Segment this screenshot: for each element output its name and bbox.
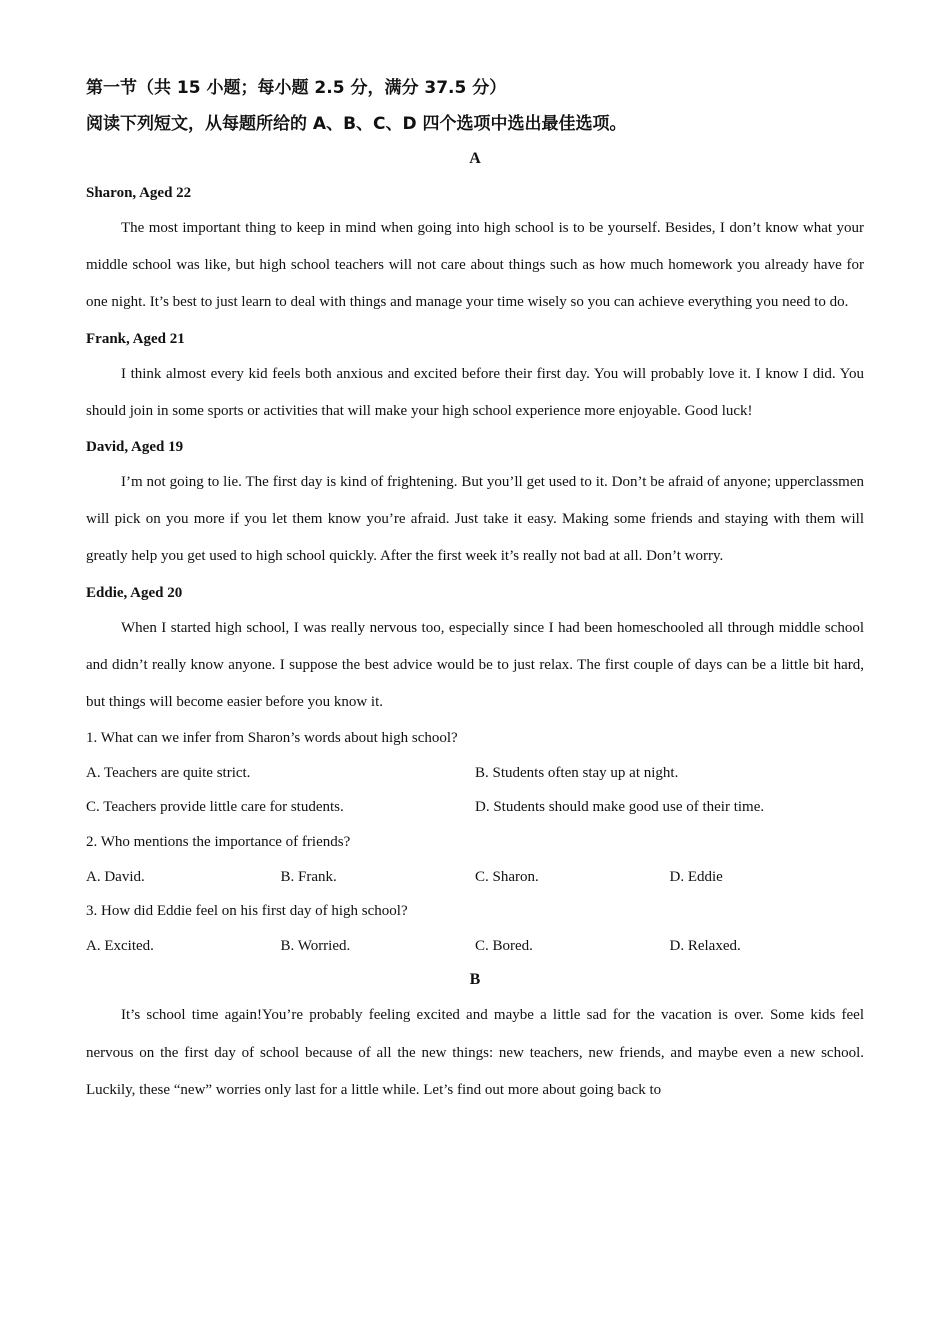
passage-b-label: B: [469, 971, 481, 989]
question-2-options: [86, 860, 864, 895]
option-c: C. Bored.: [475, 937, 533, 954]
question-2: 2. Who mentions the importance of friends?: [86, 834, 351, 851]
instruction-text: 阅读下列短文，从每题所给的 A、B、C、D 四个选项中选出最佳选项。: [86, 114, 627, 134]
question-3-options: [86, 929, 864, 964]
question-1: 1. What can we infer from Sharon’s words about high school?: [86, 730, 458, 747]
option-b: B. Students often stay up at night.: [475, 764, 679, 781]
speaker-name: Sharon, Aged 22: [86, 185, 192, 201]
option-b: B. Worried.: [280, 937, 351, 954]
option-a: A. Excited.: [86, 937, 154, 954]
question-3: 3. How did Eddie feel on his first day of high school?: [86, 903, 408, 920]
passage-a-label: A: [469, 150, 481, 167]
passage-b-paragraph: It’s school time again!You’re probably feeling excited and maybe a little sad for the vacation is over. Some kids feel nervous on the first day of school because of all the new things: new teachers, new friends, and maybe even a new school. Luckily, these “new” worries only last for a little while. Let’s find out more about going back to: [86, 1007, 864, 1098]
speaker-paragraph: When I started high school, I was really nervous too, especially since I had been homeschooled all through middle school and didn’t really know anyone. I suppose the best advice would be to just relax. The first couple of days can be a little bit hard, but things will become easier before you know it.: [86, 619, 864, 711]
section-header: 第一节（共 15 小题；每小题 2.5 分，满分 37.5 分）: [86, 78, 507, 98]
option-d: D. Students should make good use of their time.: [475, 799, 765, 816]
speaker-paragraph: The most important thing to keep in mind when going into high school is to be yourself. Besides, I don’t know what your middle school was like, but high school teachers will not care about things such as how much homework you already have for one night. It’s best to just learn to deal with things and manage your time wisely so you can achieve everything you need to do.: [86, 220, 864, 311]
option-b: B. Frank.: [280, 868, 337, 885]
speaker-name: Frank, Aged 21: [86, 330, 185, 347]
option-a: A. David.: [86, 868, 145, 885]
speaker-name: David, Aged 19: [86, 439, 184, 456]
option-c: C. Sharon.: [475, 868, 539, 885]
speaker-paragraph: I’m not going to lie. The first day is kind of frightening. But you’ll get used to it. Don’t be afraid of anyone; upperclassmen will pick on you more if you let them know you’re afraid. Just take it easy. Making some friends and staying with them will greatly help you get used to high school quickly. After the first week it’s really not bad at all. Don’t worry.: [86, 474, 864, 565]
option-a: A. Teachers are quite strict.: [86, 764, 251, 781]
question-1-options: [86, 756, 864, 825]
option-c: C. Teachers provide little care for students.: [86, 799, 344, 816]
speaker-name: Eddie, Aged 20: [86, 584, 183, 601]
page-content: [86, 70, 864, 1109]
speaker-paragraph: I think almost every kid feels both anxious and excited before their first day. You will probably love it. I know I did. You should join in some sports or activities that will make your high school experience more enjoyable. Good luck!: [86, 365, 864, 419]
option-d: D. Relaxed.: [669, 937, 741, 954]
option-d: D. Eddie: [669, 868, 723, 885]
